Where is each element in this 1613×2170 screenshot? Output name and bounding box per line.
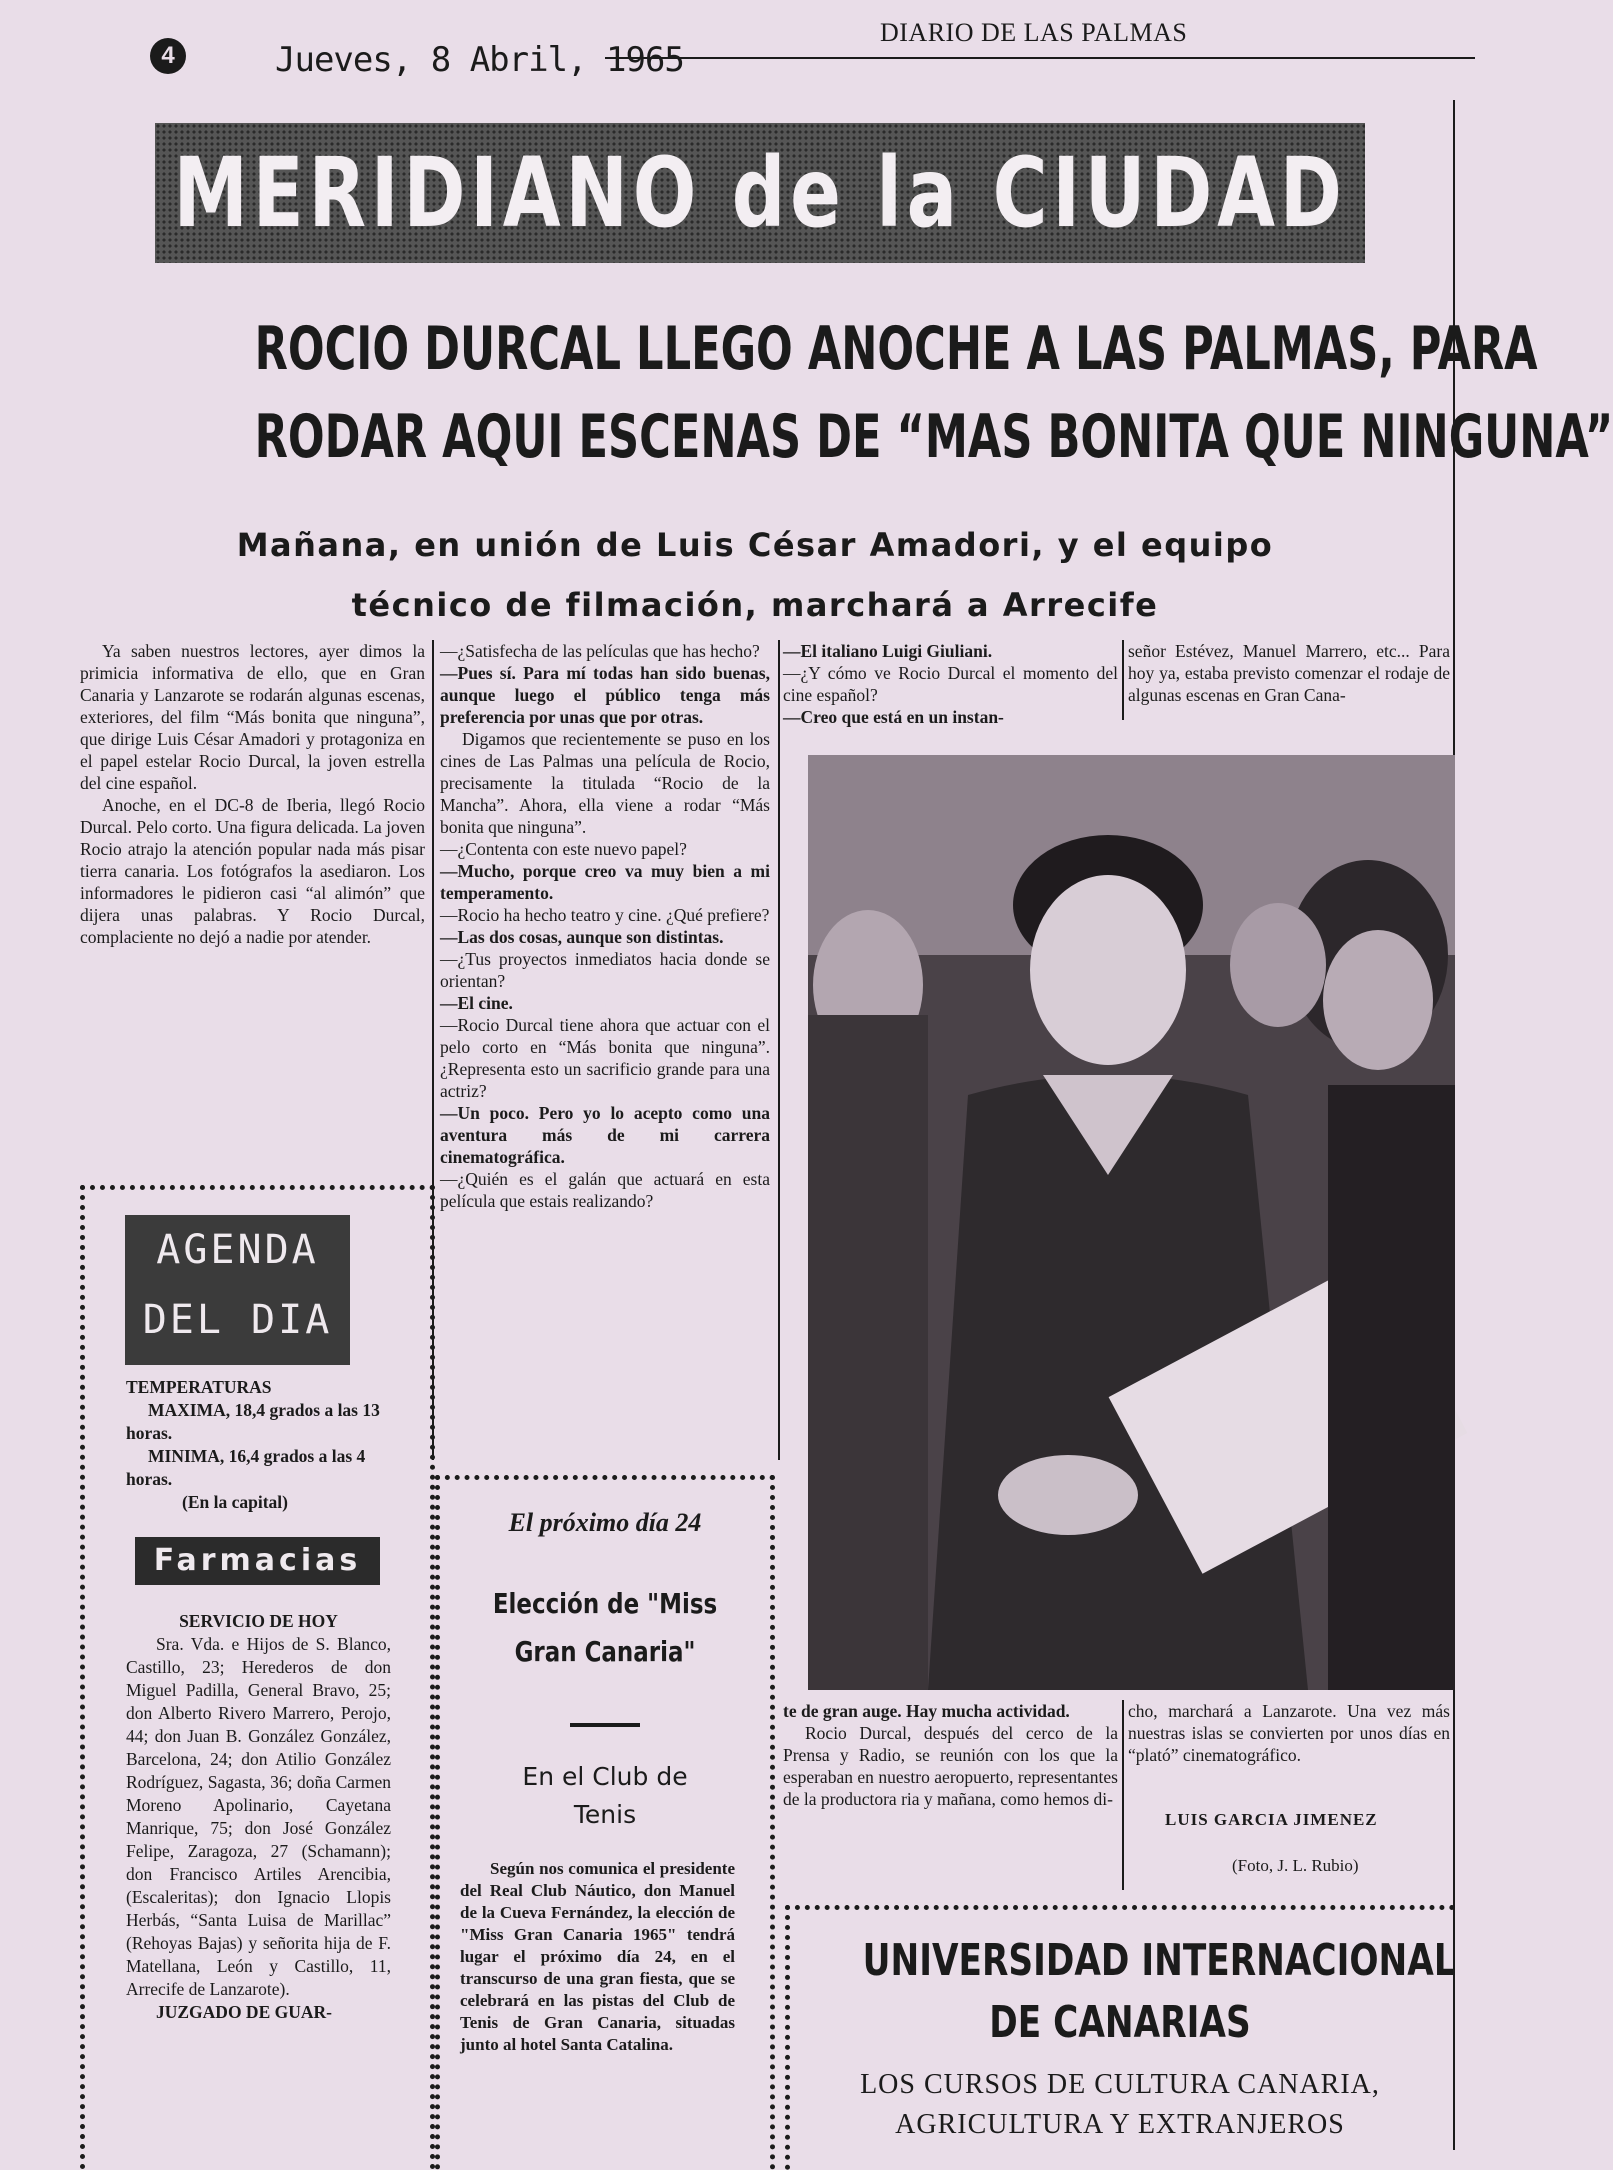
temperature-min: MINIMA, 16,4 grados a las 4 horas. (126, 1446, 366, 1489)
miss-date: El próximo día 24 (508, 1508, 702, 1537)
column-separator (778, 640, 780, 1460)
article-paragraph: —El cine. (440, 993, 513, 1013)
farmacias-title: Farmacias (135, 1537, 380, 1585)
article-paragraph: Digamos que recientemente se puso en los cines de Las Palmas una película de Rocio, precisamente la titulada “Rocio de la Mancha”. Ahora, ella viene a rodar “Más bonita que ninguna”. (440, 729, 770, 837)
byline: LUIS GARCIA JIMENEZ (1165, 1810, 1378, 1829)
agenda-title (125, 1215, 350, 1365)
section-banner (155, 123, 1365, 263)
juzgado-cutoff: JUZGADO DE GUAR- (156, 2002, 332, 2022)
headline (60, 305, 1613, 481)
subheadline-line-2: técnico de filmación, marchará a Arrecife (351, 586, 1159, 624)
agenda-title-line-1: AGENDA (156, 1227, 319, 1273)
article-paragraph: —Un poco. Pero yo lo acepto como una aventura más de mi carrera cinematográfica. (440, 1103, 770, 1167)
article-column-4-bottom (1128, 1700, 1450, 1766)
temperature-max: MAXIMA, 18,4 grados a las 13 horas. (126, 1400, 380, 1443)
issue-date: Jueves, 8 Abril, 1965 (275, 40, 684, 80)
article-paragraph: —¿Contenta con este nuevo papel? (440, 839, 687, 859)
temperatures-heading: TEMPERATURAS (126, 1377, 272, 1397)
article-paragraph: Ya saben nuestros lectores, ayer dimos la primicia informativa de ello, que en Gran Canaria y Lanzarote se rodarán algunas escenas, exteriores, del film “Más bonita que ninguna”, que dirige Luis César Amadori y protagoniza en el papel estelar Rocio Durcal, la joven estrella del cine español. (80, 641, 425, 793)
header-rule (605, 57, 1475, 59)
article-paragraph: —Mucho, porque creo va muy bien a mi temperamento. (440, 861, 770, 903)
farmacias-list (126, 1610, 391, 2024)
article-column-1 (80, 640, 425, 948)
article-paragraph: —Creo que está en un instan- (783, 707, 1004, 727)
section-banner-text: MERIDIANO de la CIUDAD (173, 137, 1347, 249)
headline-line-2: RODAR AQUI ESCENAS DE “MAS BONITA QUE NINGUNA” (254, 402, 1613, 472)
miss-body: Según nos comunica el presidente del Real Club Náutico, don Manuel de la Cueva Fernández, la elección de "Miss Gran Canaria 1965" tendrá lugar el próximo día 24, en el transcurso de una gran fiesta, que se celebrará en las pistas del Club de Tenis de Gran Canaria, situadas junto al hotel Santa Catalina. (460, 1859, 735, 2054)
agenda-title-line-2: DEL DIA (142, 1297, 333, 1343)
photo-rocio-durcal (808, 755, 1455, 1690)
column-separator (1122, 1700, 1124, 1890)
university-title (790, 1930, 1456, 2054)
article-paragraph: —Rocio Durcal tiene ahora que actuar con el pelo corto en “Más bonita que ninguna”. ¿Representa esto un sacrificio grande para una actriz? (440, 1015, 770, 1101)
article-paragraph: Rocio Durcal, después del cerco de la Prensa y Radio, se reunión con los que la esperaban en nuestro aeropuerto, representantes de la productora ria y mañana, como hemos di- (783, 1723, 1118, 1809)
article-paragraph: —¿Satisfecha de las películas que has hecho? (440, 641, 760, 661)
temperature-location: (En la capital) (182, 1492, 288, 1512)
university-subtitle-line-2: AGRICULTURA Y EXTRANJEROS (895, 2109, 1345, 2140)
subheadline-line-1: Mañana, en unión de Luis César Amadori, y el equipo (236, 526, 1274, 564)
article-paragraph: —Las dos cosas, aunque son distintas. (440, 927, 724, 947)
university-title-line-2: DE CANARIAS (989, 1997, 1251, 2048)
miss-title-line-2: Gran Canaria" (514, 1635, 696, 1668)
miss-title-line-1: Elección de "Miss (492, 1587, 718, 1620)
article-column-4-top (1128, 640, 1450, 706)
miss-subtitle (445, 1758, 765, 1834)
column-separator (1122, 640, 1124, 720)
miss-title (445, 1580, 765, 1676)
miss-subtitle-line-1: En el Club de (522, 1762, 688, 1791)
miss-subtitle-line-2: Tenis (573, 1800, 637, 1829)
university-title-line-1: UNIVERSIDAD INTERNACIONAL (862, 1935, 1456, 1986)
article-paragraph: Anoche, en el DC-8 de Iberia, llegó Rocio Durcal. Pelo corto. Una figura delicada. La joven Rocio atrajo la atención popular nada más pisar tierra canaria. Los fotógrafos la asediaron. Los informadores le pidieron casi “al alimón” que dijera unas palabras. Y Rocio Durcal, complaciente no dejó a nadie por atender. (80, 795, 426, 947)
article-paragraph: —¿Tus proyectos inmediatos hacia donde se orientan? (440, 949, 770, 991)
article-paragraph: cho, marchará a Lanzarote. Una vez más nuestras islas se convierten por unos días en “plató” cinematográfico. (1128, 1701, 1450, 1765)
university-subtitle (790, 2065, 1450, 2145)
article-column-3-bottom (783, 1700, 1118, 1810)
article-paragraph: —El italiano Luigi Giuliani. (783, 641, 993, 661)
article-column-2 (440, 640, 770, 1212)
article-paragraph: —Pues sí. Para mí todas han sido buenas, aunque luego el público tenga más preferencia por unas que por otras. (440, 663, 770, 727)
article-paragraph: —¿Y cómo ve Rocio Durcal el momento del cine español? (783, 663, 1118, 705)
article-paragraph: te de gran auge. Hay mucha actividad. (783, 1701, 1070, 1721)
miss-divider (570, 1723, 640, 1727)
article-paragraph: señor Estévez, Manuel Marrero, etc... Para hoy ya, estaba previsto comenzar el rodaje de algunas escenas en Gran Cana- (1128, 641, 1450, 705)
photo-illustration (808, 755, 1455, 1690)
article-column-3-top (783, 640, 1118, 728)
university-subtitle-line-1: LOS CURSOS DE CULTURA CANARIA, (860, 2069, 1380, 2100)
article-paragraph: —¿Quién es el galán que actuará en esta película que estais realizando? (440, 1169, 770, 1211)
servicio-heading: SERVICIO DE HOY (179, 1611, 338, 1631)
subheadline (60, 515, 1450, 635)
newspaper-name: DIARIO DE LAS PALMAS (880, 18, 1188, 47)
temperatures (126, 1376, 396, 1514)
article-paragraph: —Rocio ha hecho teatro y cine. ¿Qué prefiere? (440, 905, 770, 925)
page-number: 4 (150, 38, 186, 74)
photo-credit: (Foto, J. L. Rubio) (1232, 1856, 1359, 1875)
headline-line-1: ROCIO DURCAL LLEGO ANOCHE A LAS PALMAS, PARA (254, 314, 1538, 384)
farmacias-text: Sra. Vda. e Hijos de S. Blanco, Castillo, 23; Herederos de don Miguel Padilla, General Bravo, 25; don Alberto Rivero Marrero, Perojo, 44; don Juan B. González González, Barcelona, 24; don Atilio González Rodríguez, Sagasta, 36; doña Carmen Moreno Apolinario, Cayetana Manrique, 75; don José González Felipe, Zaragoza, 27 (Schamann); don Francisco Artiles Arencibia, (Escaleritas); don Ignacio Llopis Herbás, “Santa Luisa de Marillac” (Rehoyas Bajas) y señorita hija de F. Matellana, León y Castillo, 11, Arrecife de Lanzarote). (126, 1634, 391, 1999)
